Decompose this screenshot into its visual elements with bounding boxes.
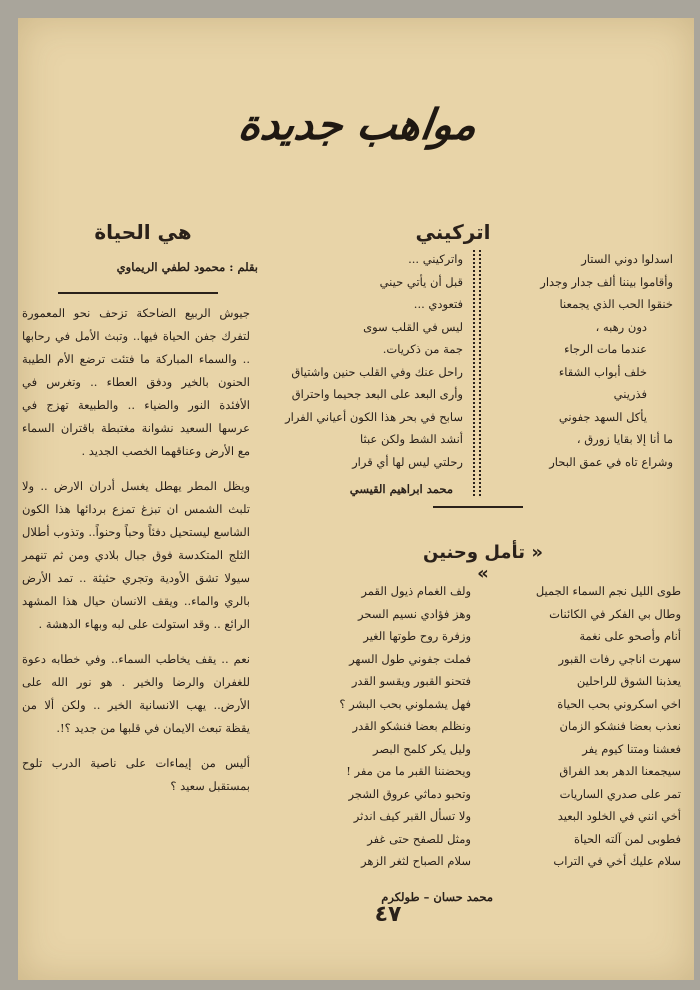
poem-line: واتركيني ... [408, 252, 463, 266]
hayat-paragraph: ويظل المطر يهطل يغسل أدران الارض .. ولا تلبث الشمس ان تبزغ تمزع بردائها هذا الكون الشاسع ليستحيل دفئاً وحباً وحنواً.. وتذوب أطلال الثلج المتكدسة فوق جبال بلادي ومن ثم تنهمر سيولا تشق الأودية وتجري حثيثة .. تمد الأرض بالري والماء.. ويقف الانسان حيال هذا المشهد الرائع .. وقد استولت على لبه وبهاء الدهشة . [22, 479, 250, 631]
irkeeni-stanza-a [493, 248, 673, 473]
poem-line: وشراع تاه في عمق البحار [549, 454, 673, 469]
masthead [138, 100, 578, 170]
tammul-signature: محمد حسان – طولكرم [381, 890, 493, 904]
poem-line: فتحنو القبور ويقسو القدر [351, 674, 471, 688]
poem-line: يأكل السهد جفوني [558, 409, 647, 424]
hayat-body [22, 302, 250, 810]
poem-line: وزفرة روح طوتها الغير [363, 629, 471, 643]
poem-line: وتحبو دماثي عروق الشجر [348, 786, 471, 801]
magazine-page [18, 18, 694, 980]
irkeeni-title: اتركيني [415, 220, 491, 244]
poem-line: دون رهبه ، [595, 319, 647, 334]
hayat-paragraph: نعم .. يقف يخاطب السماء.. وفي خطابه دعوة للغفران والرضا والخير . هو نور الله على الأرض.. يهب الانسانية الخير .. ولكن ألا من يقظة تبعث الايمان في قلبها من جديد ؟!. [22, 652, 250, 735]
poem-line: جمة من ذكريات. [382, 342, 463, 356]
poem-line: وليل يكر كلمح البصر [373, 741, 471, 756]
tammul-column-2 [271, 580, 471, 873]
hayat-title: هي الحياة [94, 220, 192, 244]
poems-column [273, 208, 693, 928]
poem-line: سلام عليك أخي في التراب [553, 854, 681, 868]
poem-line: رحلتي ليس لها أي قرار [352, 454, 463, 469]
poem-line: وطال بي الفكر في الكائنات [549, 606, 681, 621]
poem-line: فطوبى لمن آلته الحياة [574, 831, 681, 846]
poem-line: فتعودي ... [413, 297, 463, 311]
poem-line: ويحضننا القبر ما من مفر ! [346, 764, 471, 778]
poem-line: ونظلم بعضا فنشكو القدر [352, 719, 471, 733]
vertical-divider [473, 250, 481, 496]
poem-line: أنشد الشط ولكن عبثا [359, 432, 463, 446]
poem-line: تمر على صدري الساريات [559, 786, 681, 801]
poem-line: قبل أن يأتي حيني [379, 274, 463, 289]
poem-line: وأرى البعد على البعد جحيما واحتراق [291, 387, 463, 401]
poem-line: أنام وأصحو على نغمة [579, 629, 681, 643]
poem-line: أخي انني في الخلود البعيد [557, 809, 681, 823]
tammul-title: « تأمل وحنين » [423, 542, 543, 584]
poem-line: فذريني [613, 387, 647, 401]
poem-line: راحل عنك وفي القلب حنين واشتياق [291, 364, 463, 379]
poem-line: وهز فؤادي نسيم السحر [358, 606, 471, 621]
poem-line: سيجمعنا الدهر بعد الفراق [559, 764, 681, 778]
section-divider [433, 506, 523, 508]
poem-line: يعذبنا الشوق للراحلين [576, 674, 681, 688]
hayat-paragraph: جيوش الربيع الضاحكة تزحف نحو المعمورة لتفرك جفن الحياة فيها.. وتبث الأمل في رحابها .. والسماء المباركة ما فتئت ترضع الأم الطيبة الحنون بالخير ودفق العطاء .. وتغرس في الأفئدة النور والضياء .. والطبيعة تهزج في عرسها السعيد نشوانة مغتبطة باقتران السماء مع الأرض وعناقهما الخصب الجديد . [22, 306, 250, 458]
irkeeni-stanza-b [283, 248, 463, 473]
poem-line: ليس في القلب سوى [363, 319, 463, 334]
masthead-title: مواهب جديدة [235, 100, 481, 149]
byline-divider [58, 292, 218, 294]
poem-line: نعذب بعضا فنشكو الزمان [559, 719, 681, 733]
poem-line: اخي اسكروني بحب الحياة [557, 696, 681, 711]
poem-line: عندما مات الرجاء [564, 342, 647, 356]
poem-line: خنقوا الحب الذي يجمعنا [559, 297, 673, 311]
poem-line: فهل يشملوني بحب البشر ؟ [339, 696, 471, 711]
poem-line: ولا تسأل القبر كيف اندثر [353, 809, 471, 823]
poem-line: خلف أبواب الشقاء [558, 364, 647, 379]
irkeeni-signature: محمد ابراهيم القيسي [349, 482, 453, 496]
hayat-byline: بقلم : محمود لطفي الريماوي [116, 260, 258, 274]
poem-line: طوى الليل نجم السماء الجميل [535, 584, 681, 598]
hayat-column [18, 208, 268, 928]
poem-line: سابح في بحر هذا الكون أعياني الفرار [285, 409, 463, 424]
poem-line: وأقاموا بيننا ألف جدار وجدار [540, 274, 673, 289]
poem-line: سهرت اناجي رفات القبور [558, 651, 681, 666]
poem-line: سلام الصباح لثغر الزهر [361, 854, 471, 868]
poem-line: فعشنا ومتنا كيوم يفر [582, 741, 681, 756]
poem-line: ومثل للصفح حتى غفر [367, 831, 471, 846]
poem-line: اسدلوا دوني الستار [581, 252, 673, 266]
tammul-column-1 [481, 580, 681, 873]
hayat-paragraph: أليس من إيماءات على ناصية الدرب تلوح بمستقبل سعيد ؟ [22, 756, 250, 793]
page-number: ٤٧ [374, 902, 402, 927]
poem-line: فملت جفوني طول السهر [349, 651, 471, 666]
poem-line: ولف الغمام ذيول القمر [361, 584, 471, 598]
poem-line: ما أنا إلا بقايا زورق ، [576, 432, 673, 446]
